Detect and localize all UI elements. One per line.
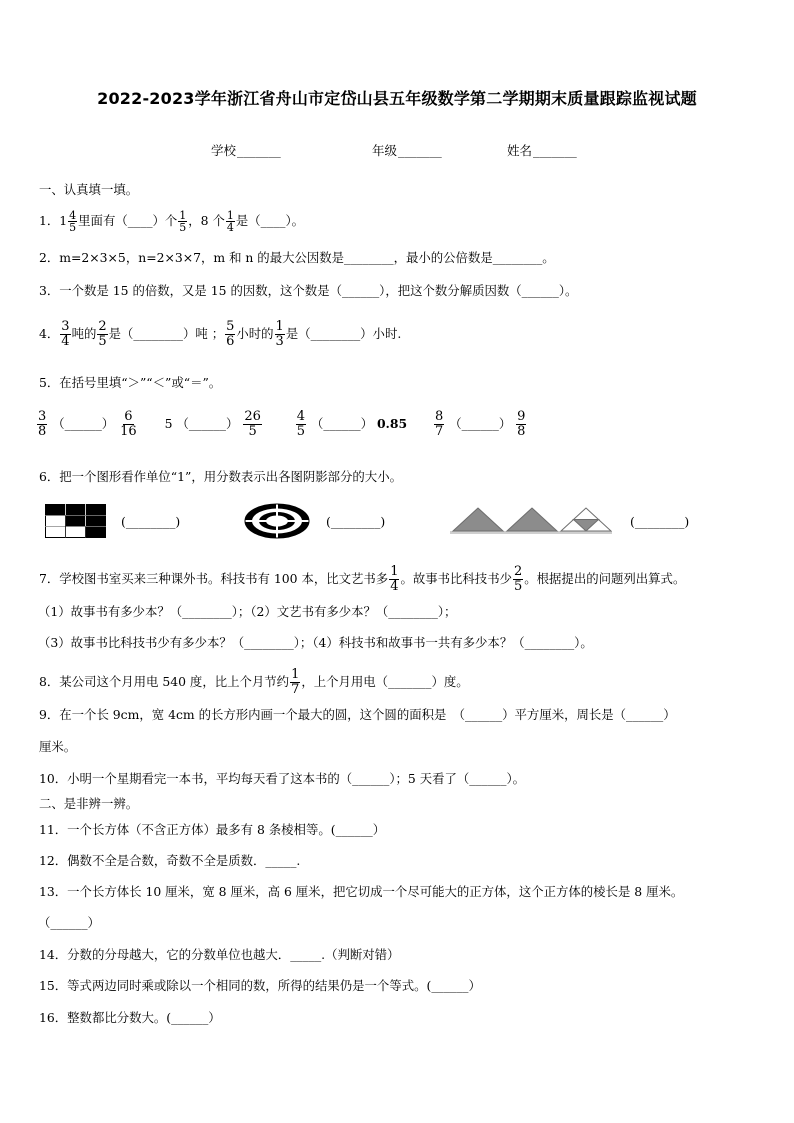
grade-blank: _______ — [398, 143, 442, 158]
name-label: 姓名 — [507, 143, 533, 158]
q6-blank-2: (________) — [326, 514, 386, 529]
q6-triangles-figure — [450, 505, 612, 535]
q1-text-2: ，8 个 — [188, 213, 225, 228]
q5-e-num: 26 — [244, 409, 261, 424]
q1-text-3: 是（____）。 — [235, 213, 305, 228]
q4-fraction-4 — [275, 320, 285, 349]
q7-frac2-num: 2 — [513, 564, 523, 579]
q4-text-1: 吨的 — [71, 326, 97, 341]
q1-frac3-num: 1 — [226, 209, 234, 222]
q5-i-den: 8 — [517, 424, 526, 439]
question-7 — [39, 565, 685, 594]
q7-text-2: 。故事书比科技书少 — [400, 571, 512, 586]
question-13-cont: （______） — [38, 915, 100, 930]
grade-field — [372, 141, 442, 159]
q4-frac2-num: 2 — [98, 319, 107, 334]
question-15: 15．等式两边同时乘或除以一个相同的数，所得的结果仍是一个等式。(______） — [39, 978, 481, 993]
q5-a-num: 3 — [38, 409, 47, 424]
school-blank: _______ — [237, 143, 281, 158]
section-heading-1: 一、认真填一填。 — [39, 182, 139, 197]
q4-frac4-num: 1 — [275, 319, 284, 334]
question-2: 2．m=2×3×5，n=2×3×7，m 和 n 的最大公因数是________，最小的公倍数是________。 — [39, 250, 555, 265]
name-blank: _______ — [533, 143, 577, 158]
question-9-cont: 厘米。 — [39, 739, 77, 754]
school-label: 学校 — [211, 143, 237, 158]
q4-frac1-den: 4 — [61, 334, 70, 349]
q5-h-den: 7 — [435, 424, 444, 439]
q7-frac2-den: 5 — [513, 579, 523, 594]
q5-b-num: 6 — [124, 409, 133, 424]
q7-text-3: 。根据提出的问题列出算式。 — [524, 571, 686, 586]
school-field — [211, 141, 281, 159]
q4-text-2: 是（________）吨 ； — [108, 326, 225, 341]
q7-frac1-den: 4 — [390, 579, 399, 594]
section-heading-2: 二、是非辨一辨。 — [39, 796, 139, 811]
q5-blank-1: （______） — [52, 416, 115, 431]
q4-frac3-num: 5 — [226, 319, 235, 334]
q5-blank-2: （______） — [176, 416, 239, 431]
q5-comparisons — [36, 410, 527, 439]
q5-i-num: 9 — [517, 409, 526, 424]
q5-e-den: 5 — [248, 424, 257, 439]
question-3: 3．一个数是 15 的倍数，又是 15 的因数，这个数是（______），把这个数分解质因数（______）。 — [39, 283, 578, 298]
q8-text-2: ，上个月用电（_______）度。 — [301, 674, 469, 689]
question-14: 14．分数的分母越大，它的分数单位也越大．_____.（判断对错） — [39, 947, 400, 962]
q5-a-den: 8 — [38, 424, 47, 439]
q5-frac-a — [37, 410, 47, 439]
question-11: 11．一个长方体（不含正方体）最多有 8 条棱相等。(______） — [39, 822, 386, 837]
page-title: 2022-2023学年浙江省舟山市定岱山县五年级数学第二学期期末质量跟踪监视试题 — [97, 89, 697, 108]
q1-frac1-den: 5 — [69, 221, 77, 234]
q7-frac1-num: 1 — [390, 564, 399, 579]
q7-fraction-2 — [513, 565, 523, 594]
q5-frac-e — [243, 410, 262, 439]
question-8 — [39, 668, 469, 697]
q8-frac-num: 1 — [291, 667, 300, 682]
q1-frac2-den: 5 — [179, 221, 187, 234]
q1-fraction-1 — [68, 210, 77, 233]
q6-ring-figure — [244, 503, 310, 539]
q5-blank-4: （______） — [449, 416, 512, 431]
q1-whole: 1 — [59, 213, 68, 228]
question-13: 13．一个长方体长 10 厘米，宽 8 厘米，高 6 厘米，把它切成一个尽可能大的正方体，这个正方体的棱长是 8 厘米。 — [39, 884, 684, 899]
q7-text-1: 7．学校图书室买来三种课外书。科技书有 100 本，比文艺书多 — [39, 571, 389, 586]
q4-frac1-num: 3 — [61, 319, 70, 334]
q1-frac3-den: 4 — [226, 221, 234, 234]
question-12: 12．偶数不全是合数，奇数不全是质数．_____. — [39, 853, 301, 868]
q5-value-g: 0.85 — [376, 416, 408, 431]
q4-number: 4． — [39, 326, 60, 341]
q7-fraction-1 — [389, 565, 399, 594]
question-7-sub-1: （1）故事书有多少本？（________）；（2）文艺书有多少本？（________）； — [38, 604, 457, 619]
q8-text-1: 8．某公司这个月用电 540 度，比上个月节约 — [39, 674, 290, 689]
q1-fraction-2 — [178, 210, 187, 233]
q1-frac1-num: 4 — [69, 209, 77, 222]
q4-fraction-3 — [225, 320, 235, 349]
q5-frac-i — [516, 410, 526, 439]
question-4 — [39, 320, 401, 349]
q5-f-den: 5 — [296, 424, 306, 439]
question-1 — [39, 210, 304, 233]
q5-h-num: 8 — [435, 409, 444, 424]
question-6: 6．把一个图形看作单位“1”，用分数表示出各图阴影部分的大小。 — [39, 469, 402, 484]
q6-blank-3: (________) — [630, 514, 690, 529]
q5-frac-b — [119, 410, 138, 439]
question-5: 5．在括号里填“＞”“＜”或“＝”。 — [39, 375, 222, 390]
q1-frac2-num: 1 — [179, 209, 187, 222]
q1-number: 1． — [39, 213, 60, 228]
question-16: 16．整数都比分数大。(______） — [39, 1010, 221, 1025]
q1-fraction-3 — [226, 210, 235, 233]
question-9: 9．在一个长 9cm，宽 4cm 的长方形内画一个最大的圆，这个圆的面积是 （______）平方厘米，周长是（______） — [39, 707, 676, 722]
q4-fraction-1 — [60, 320, 70, 349]
q4-fraction-2 — [97, 320, 107, 349]
q5-frac-f — [296, 410, 306, 439]
q5-blank-3: （______） — [311, 416, 373, 431]
q4-frac3-den: 6 — [226, 334, 235, 349]
q4-frac4-den: 3 — [275, 334, 284, 349]
q8-fraction — [290, 668, 300, 697]
q5-f-num: 4 — [296, 409, 306, 424]
q5-b-den: 16 — [120, 424, 137, 439]
q5-frac-h — [434, 410, 444, 439]
q4-text-4: 是（________）小时. — [285, 326, 402, 341]
question-10: 10．小明一个星期看完一本书，平均每天看了这本书的（______）；5 天看了（______）。 — [39, 771, 526, 786]
q5-value-c: 5 — [164, 416, 173, 431]
grade-label: 年级 — [372, 143, 398, 158]
q4-text-3: 小时的 — [236, 326, 274, 341]
q4-frac2-den: 5 — [98, 334, 107, 349]
q6-grid-figure — [45, 504, 107, 538]
q8-frac-den: 7 — [291, 682, 300, 697]
q1-text-1: 里面有（____）个 — [78, 213, 178, 228]
q6-blank-1: (________) — [121, 514, 181, 529]
question-7-sub-2: （3）故事书比科技书少有多少本？（________）；（4）科技书和故事书一共有多少本？（________）。 — [38, 635, 593, 650]
name-field — [507, 141, 577, 159]
